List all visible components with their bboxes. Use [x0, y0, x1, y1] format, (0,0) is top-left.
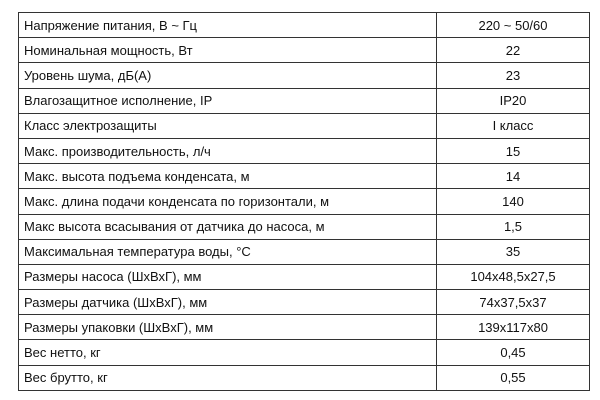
- spec-label: Макс. производительность, л/ч: [19, 138, 437, 163]
- spec-label: Размеры упаковки (ШхВхГ), мм: [19, 315, 437, 340]
- specifications-table: [18, 12, 590, 391]
- spec-label: Влагозащитное исполнение, IP: [19, 88, 437, 113]
- spec-value: 1,5: [437, 214, 590, 239]
- spec-label: Напряжение питания, В ~ Гц: [19, 13, 437, 38]
- table-row: [19, 164, 590, 189]
- table-row: [19, 113, 590, 138]
- table-row: [19, 315, 590, 340]
- spec-value: 220 ~ 50/60: [437, 13, 590, 38]
- spec-value: IP20: [437, 88, 590, 113]
- spec-value: I класс: [437, 113, 590, 138]
- table-row: [19, 63, 590, 88]
- spec-value: 0,55: [437, 365, 590, 390]
- table-row: [19, 214, 590, 239]
- table-row: [19, 290, 590, 315]
- table-row: [19, 189, 590, 214]
- table-row: [19, 13, 590, 38]
- spec-value: 14: [437, 164, 590, 189]
- table-row: [19, 38, 590, 63]
- spec-label: Номинальная мощность, Вт: [19, 38, 437, 63]
- table-row: [19, 365, 590, 390]
- spec-value: 139х117х80: [437, 315, 590, 340]
- spec-value: 35: [437, 239, 590, 264]
- spec-label: Вес брутто, кг: [19, 365, 437, 390]
- table-row: [19, 264, 590, 289]
- spec-label: Макс. длина подачи конденсата по горизонтали, м: [19, 189, 437, 214]
- spec-label: Уровень шума, дБ(А): [19, 63, 437, 88]
- spec-value: 0,45: [437, 340, 590, 365]
- spec-value: 140: [437, 189, 590, 214]
- spec-label: Макс. высота подъема конденсата, м: [19, 164, 437, 189]
- spec-label: Класс электрозащиты: [19, 113, 437, 138]
- spec-value: 104х48,5х27,5: [437, 264, 590, 289]
- spec-label: Размеры насоса (ШхВхГ), мм: [19, 264, 437, 289]
- table-row: [19, 239, 590, 264]
- spec-value: 23: [437, 63, 590, 88]
- spec-label: Максимальная температура воды, °С: [19, 239, 437, 264]
- spec-label: Макс высота всасывания от датчика до насоса, м: [19, 214, 437, 239]
- spec-label: Размеры датчика (ШхВхГ), мм: [19, 290, 437, 315]
- spec-label: Вес нетто, кг: [19, 340, 437, 365]
- table-row: [19, 340, 590, 365]
- table-row: [19, 88, 590, 113]
- spec-value: 74х37,5х37: [437, 290, 590, 315]
- table-row: [19, 138, 590, 163]
- spec-value: 15: [437, 138, 590, 163]
- spec-value: 22: [437, 38, 590, 63]
